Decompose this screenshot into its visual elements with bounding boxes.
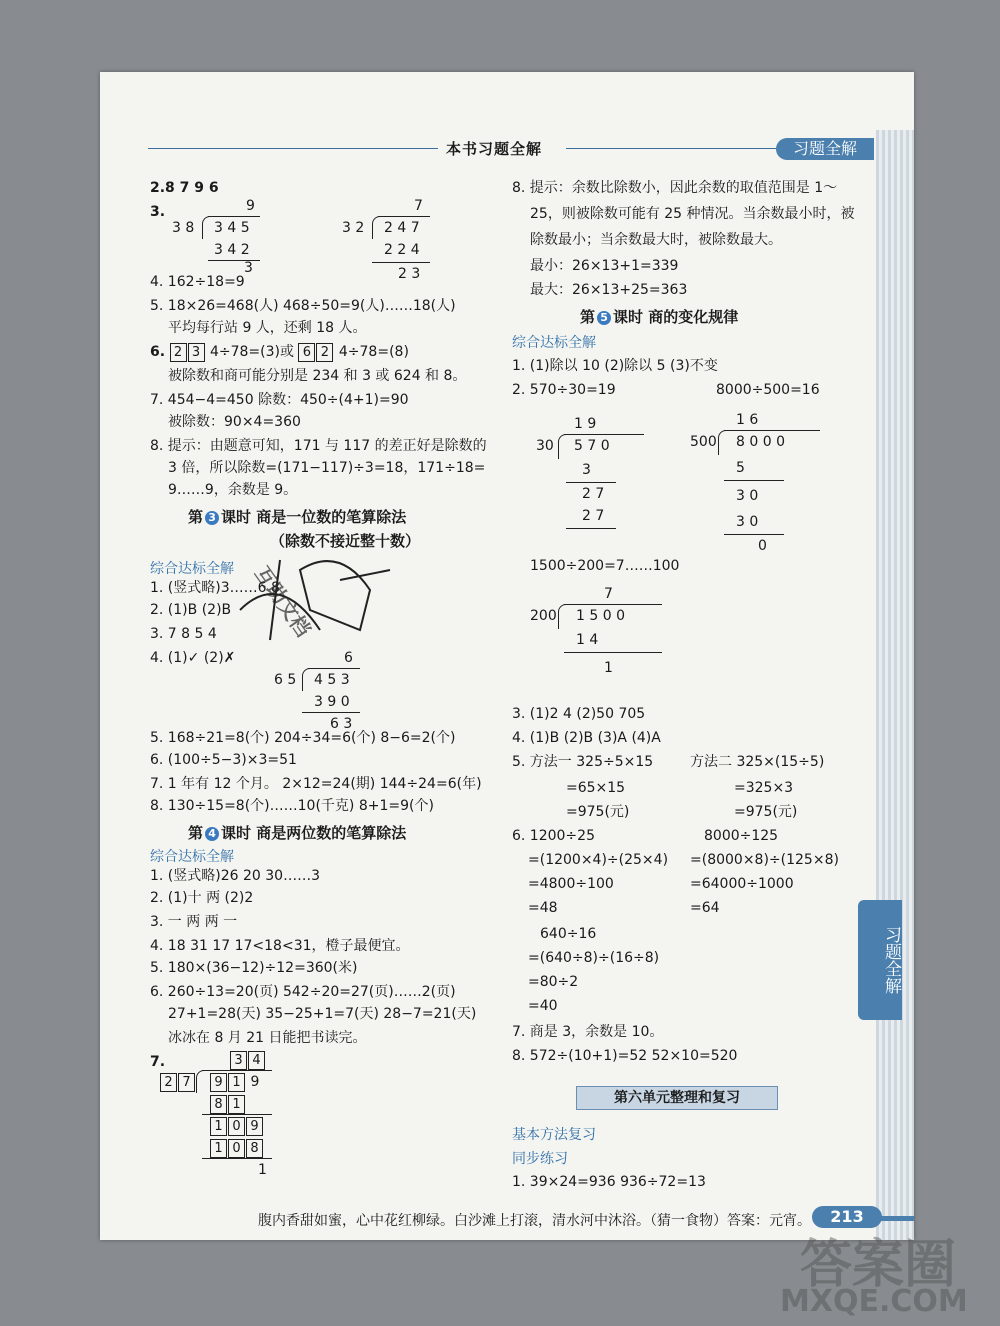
section-heading-3: 综合达标全解: [512, 335, 596, 351]
div4-r1c: 9: [246, 1117, 263, 1136]
right-r6l: =40: [528, 998, 558, 1014]
left-q4: 4. 162÷18=9: [150, 274, 245, 290]
divC-bracket: [558, 604, 567, 629]
div4-remainder: 1: [258, 1162, 267, 1178]
divB-r1: 3 0: [736, 488, 759, 504]
divA-dividend: 5 7 0: [574, 438, 610, 454]
div4-p2: [210, 1138, 264, 1158]
div4-rule3: [202, 1158, 272, 1159]
lesson4-pre: 第: [188, 824, 204, 842]
left-q5a: 5. 18×26=468(人) 468÷50=9(人)……18(人): [150, 298, 456, 314]
l3-q1: 1. (竖式略)3……6 8: [150, 580, 280, 596]
right-r5b: 方法二 325×(15÷5): [690, 754, 825, 770]
section-heading-4: 基本方法复习: [512, 1127, 596, 1143]
right-r5e: =975(元): [566, 804, 630, 820]
divC-remainder: 1: [604, 660, 613, 676]
q6-box-a1: 2: [170, 343, 187, 362]
l4-q6c: 冰冰在 8 月 21 日能把书读完。: [168, 1030, 367, 1046]
div3-product: 3 9 0: [314, 694, 350, 710]
div1-rule: [208, 216, 260, 217]
divA-rule: [564, 434, 644, 435]
header-rule-right: [566, 148, 776, 149]
divB-dividend: 8 0 0 0: [736, 434, 785, 450]
div2-product: 2 2 4: [384, 242, 420, 258]
right-r6k: =80÷2: [528, 974, 579, 990]
divA-divisor: 30: [536, 438, 554, 454]
divA-p2: 2 7: [582, 508, 605, 524]
l4-q7: 7.: [150, 1054, 166, 1070]
div2-rule: [378, 216, 430, 217]
l3-q3: 3. 7 8 5 4: [150, 626, 217, 642]
divB-divisor: 500: [690, 434, 717, 450]
right-r6e: =4800÷100: [528, 876, 614, 892]
divA-bracket: [558, 434, 567, 459]
stamp-text: 互助文档: [249, 561, 316, 642]
footer-riddle: 腹内香甜如蜜，心中花红柳绿。白沙滩上打滚，清水河中沐浴。（猜一食物）答案：元宵。: [258, 1213, 811, 1229]
section-heading-1: 综合达标全解: [150, 561, 234, 577]
right-r6b: 8000÷125: [704, 828, 779, 844]
l3-q2: 2. (1)B (2)B: [150, 602, 232, 618]
div3-rule2: [302, 712, 360, 713]
div4-p1a: 8: [210, 1095, 227, 1114]
divC-rule2: [564, 652, 662, 653]
section-heading-5: 同步练习: [512, 1151, 568, 1167]
l4-q5: 5. 180×(36−12)÷12=360(米): [150, 960, 358, 976]
div1-dividend: 3 4 5: [214, 220, 250, 236]
div2-bracket: [372, 216, 381, 239]
div4-p1b: 1: [228, 1095, 245, 1114]
div4-rule2: [202, 1114, 272, 1115]
lesson4-number-badge: 4: [205, 827, 219, 841]
handwritten-scribble: [220, 550, 410, 660]
divA-rule2: [566, 482, 616, 483]
l4-q3: 3. 一 两 两 一: [150, 914, 238, 930]
l4-q6b: 27+1=28(天) 35−25+1=7(天) 28−7=21(天): [168, 1006, 477, 1022]
divB-rule: [724, 430, 820, 431]
divB-rule2: [724, 480, 784, 481]
l3-q4: 4. (1)✓ (2)✗: [150, 650, 236, 666]
div4-n3: 9: [250, 1074, 260, 1090]
div4-q1: 3: [230, 1051, 247, 1070]
div4-r1b: 0: [228, 1117, 245, 1136]
header-tab: 习题全解: [776, 138, 874, 160]
left-q7a: 7. 454−4=450 除数：450÷(4+1)=90: [150, 392, 409, 408]
lesson3-pre: 第: [188, 508, 204, 526]
divA-p1: 3: [582, 462, 591, 478]
left-q8b: 3 倍，所以除数=(171−117)÷3=18，171÷18=: [168, 460, 486, 476]
left-q2: 2.8 7 9 6: [150, 180, 219, 196]
l3-q8: 8. 130÷15=8(个)……10(千克) 8+1=9(个): [150, 798, 434, 814]
right-q8d: 最小：26×13+1=339: [530, 258, 679, 274]
div4-p1: [210, 1094, 246, 1114]
l4-q2: 2. (1)十 两 (2)2: [150, 890, 254, 906]
right-r1: 1. (1)除以 10 (2)除以 5 (3)不变: [512, 358, 718, 374]
divC-rule: [564, 604, 662, 605]
section-heading-2: 综合达标全解: [150, 849, 234, 865]
div2-quotient: 7: [414, 198, 423, 214]
div4-p2c: 8: [246, 1139, 263, 1158]
lesson3-post: 课时 商是一位数的笔算除法: [221, 508, 407, 526]
divB-p1: 5: [736, 460, 745, 476]
right-r6g: =48: [528, 900, 558, 916]
right-r2a: 2. 570÷30=19: [512, 382, 616, 398]
lesson5-pre: 第: [580, 308, 596, 326]
right-r6a: 6. 1200÷25: [512, 828, 595, 844]
right-r2c: 1500÷200=7……100: [530, 558, 680, 574]
divB-rule3: [724, 534, 784, 535]
lesson3-number-badge: 3: [205, 511, 219, 525]
div4-quotient: [230, 1050, 266, 1070]
divA-quotient: 1 9: [574, 416, 597, 432]
divC-dividend: 1 5 0 0: [576, 608, 625, 624]
div4-bracket: [196, 1070, 205, 1093]
div3-quotient: 6: [344, 650, 353, 666]
right-r5c: =65×15: [566, 780, 626, 796]
lesson4-post: 课时 商是两位数的笔算除法: [221, 824, 407, 842]
left-q6b: 被除数和商可能分别是 234 和 3 或 624 和 8。: [168, 368, 467, 384]
right-r3: 3. (1)2 4 (2)50 705: [512, 706, 646, 722]
l3-q7: 7. 1 年有 12 个月。 2×12=24(期) 144÷24=6(年): [150, 776, 482, 792]
left-q6a: 6. 2 3 4÷78=(3)或 6 2 4÷78=(8): [150, 344, 409, 360]
divA-r1: 2 7: [582, 486, 605, 502]
div3-divisor: 6 5: [274, 672, 297, 688]
page-number: 213: [812, 1206, 882, 1228]
div3-dividend: 4 5 3: [314, 672, 350, 688]
div2-divisor: 3 2: [342, 220, 365, 236]
right-q8b: 25，则被除数可能有 25 种情况。当余数最小时，被: [530, 206, 855, 222]
div4-n1: 9: [210, 1073, 227, 1092]
l3-q6: 6. (100÷5−3)×3=51: [150, 752, 297, 768]
div3-bracket: [302, 668, 311, 691]
div4-q2: 4: [248, 1051, 265, 1070]
lesson4-title: [188, 822, 406, 843]
divB-bracket: [718, 430, 727, 455]
div4-p2b: 0: [228, 1139, 245, 1158]
div1-remainder: 3: [244, 260, 253, 276]
divB-quotient: 1 6: [736, 412, 759, 428]
div1-product: 3 4 2: [214, 242, 250, 258]
right-r6h: =64: [690, 900, 720, 916]
divC-p1: 1 4: [576, 632, 599, 648]
q6-box-b1: 6: [298, 343, 315, 362]
sidebar-tab: 习题全解: [858, 900, 902, 1020]
div2-remainder: 2 3: [398, 266, 421, 282]
div2-dividend: 2 4 7: [384, 220, 420, 236]
left-q3-label: 3.: [150, 204, 166, 220]
div3-remainder: 6 3: [330, 716, 353, 732]
header-rule-left: [148, 148, 438, 149]
q6-box-b2: 2: [316, 343, 333, 362]
div4-d1: 2: [160, 1073, 177, 1092]
right-q8c: 除数最小；当余数最大时，被除数最大。: [530, 232, 782, 248]
q6-box-a2: 3: [188, 343, 205, 362]
lesson5-title: [580, 306, 738, 327]
div4-r1a: 1: [210, 1117, 227, 1136]
q6a-end: 4÷78=(8): [338, 344, 409, 360]
div1-quotient: 9: [246, 198, 255, 214]
watermark-url: MXQE.COM: [780, 1284, 968, 1319]
div4-divisor: [160, 1072, 196, 1092]
lesson3-subtitle: （除数不接近整十数）: [270, 532, 421, 550]
div1-divisor: 3 8: [172, 220, 195, 236]
right-q8e: 最大：26×13+25=363: [530, 282, 688, 298]
div2-rule2: [372, 262, 430, 263]
div4-p2a: 1: [210, 1139, 227, 1158]
header-title: 本书习题全解: [446, 140, 543, 158]
left-q8c: 9……9，余数是 9。: [168, 482, 298, 498]
lesson5-number-badge: 5: [597, 311, 611, 325]
divB-p2: 3 0: [736, 514, 759, 530]
right-r2b: 8000÷500=16: [716, 382, 820, 398]
right-r6f: =64000÷1000: [690, 876, 794, 892]
left-q8a: 8. 提示：由题意可知，171 与 117 的差正好是除数的: [150, 438, 487, 454]
l4-q1: 1. (竖式略)26 20 30……3: [150, 868, 320, 884]
div4-d2: 7: [178, 1073, 195, 1092]
div4-r1: [210, 1116, 264, 1136]
right-r5d: =325×3: [734, 780, 794, 796]
unit-review-title: 第六单元整理和复习: [576, 1086, 778, 1110]
right-r4: 4. (1)B (2)B (3)A (4)A: [512, 730, 661, 746]
right-r6j: =(640÷8)÷(16÷8): [528, 950, 660, 966]
l4-q6a: 6. 260÷13=20(页) 542÷20=27(页)……2(页): [150, 984, 456, 1000]
right-r6i: 640÷16: [540, 926, 597, 942]
divB-remainder: 0: [758, 538, 767, 554]
watermark-logo: 答案圈: [800, 1235, 957, 1295]
lesson5-post: 课时 商的变化规律: [613, 308, 739, 326]
right-r6d: =(8000×8)÷(125×8): [690, 852, 839, 868]
div1-bracket: [202, 216, 211, 239]
left-q5b: 平均每行站 9 人，还剩 18 人。: [168, 320, 367, 336]
left-q7b: 被除数：90×4=360: [168, 414, 301, 430]
right-r5f: =975(元): [734, 804, 798, 820]
right-r9: 1. 39×24=936 936÷72=13: [512, 1174, 706, 1190]
right-r5a: 5. 方法一 325÷5×15: [512, 754, 654, 770]
page-edge: [876, 130, 914, 1240]
div4-n2: 1: [228, 1073, 245, 1092]
divA-rule3: [566, 528, 616, 529]
div4-dividend: [210, 1072, 259, 1092]
q6a-mid: 4÷78=(3)或: [209, 344, 294, 360]
right-r8: 8. 572÷(10+1)=52 52×10=520: [512, 1048, 738, 1064]
right-q8a: 8. 提示：余数比除数小，因此余数的取值范围是 1～: [512, 180, 838, 196]
l3-q5: 5. 168÷21=8(个) 204÷34=6(个) 8−6=2(个): [150, 730, 456, 746]
divC-divisor: 200: [530, 608, 557, 624]
div4-rule: [202, 1070, 272, 1071]
div3-rule: [308, 668, 360, 669]
right-r6c: =(1200×4)÷(25×4): [528, 852, 669, 868]
divC-quotient: 7: [604, 586, 613, 602]
right-r7: 7. 商是 3，余数是 10。: [512, 1024, 664, 1040]
l4-q4: 4. 18 31 17 17<18<31，橙子最便宜。: [150, 938, 410, 954]
lesson3-title: [188, 506, 406, 527]
